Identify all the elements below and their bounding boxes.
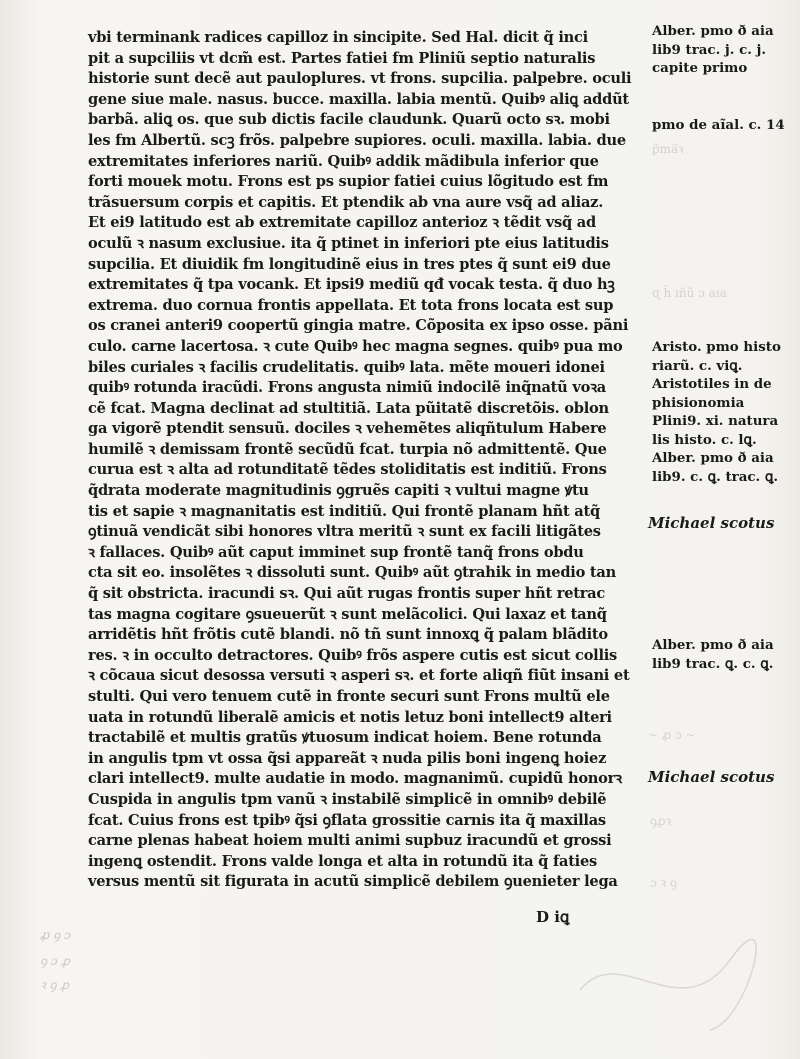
text-line: vbi terminank radices capilloz in sincipite. Sed Hal. dicit q̃ inci: [88, 29, 588, 46]
text-line: ꝯtinuã vendicãt sibi honores vltra meritũ ꝛ sunt ex facili litigãtes: [88, 523, 601, 541]
margin-note-line: lib9. c. ꝗ. trac. ꝗ.: [652, 468, 779, 485]
margin-note-line: lis histo. c. lꝗ.: [652, 431, 757, 448]
text-line: supcilia. Et diuidik fm longitudinẽ eius in tres ptes q̃ sunt ei9 due: [88, 255, 611, 273]
bleed-through-mark: ɋ h̃ ıñũ ɔ aıa: [652, 286, 727, 300]
margin-note-line: Alber. pmo ð aia: [652, 23, 774, 39]
text-line: les fm Albertũ. scꝫ frõs. palpebre supiores. oculi. maxilla. labia. due: [88, 131, 626, 149]
margin-note-line: Plini9. xi. natura: [652, 413, 779, 429]
text-line: uata in rotundũ liberalẽ amicis et notis letuz boni intellect9 alteri: [88, 708, 612, 726]
bleed-through-mark: ꝯꝓꝛ: [650, 814, 672, 828]
bleed-through-flourish: [560, 930, 760, 1040]
text-line: res. ꝛ in occulto detractores. Quibꝰ frõs aspere cutis est sicut collis: [88, 646, 618, 664]
bleed-through-mark: ꝓ ꝯ ɔ: [40, 928, 71, 942]
text-line: fcat. Cuius frons est tpibꝰ q̃si ꝯflata grossitie carnis ita q̃ maxillas: [88, 811, 606, 829]
text-line: Et ei9 latitudo est ab extremitate capilloz anterioz ꝛ tẽdit vsq̃ ad: [88, 214, 596, 232]
text-line: ingenꝗ ostendit. Frons valde longa et alta in rotundũ ita q̃ faties: [88, 852, 597, 870]
text-line: arridẽtis hñt frõtis cutẽ blandi. nõ tñ sunt innoxꝗ q̃ palam blãdito: [88, 626, 608, 644]
text-line: culo. carne lacertosa. ꝛ cute Quibꝰ hec magna segnes. quibꝰ pua mo: [88, 337, 623, 355]
bleed-through-mark: ~ ꝓ ɔ ~: [648, 728, 696, 742]
text-line: extremitates inferiores nariũ. Quibꝰ addik mãdibula inferior que: [88, 152, 599, 170]
text-line: Cuspida in angulis tpm vanũ ꝛ instabilẽ simplicẽ in omnibꝰ debilẽ: [88, 790, 607, 808]
text-line: versus mentũ sit figurata in acutũ simplicẽ debilem ꝯuenieter lega: [88, 873, 618, 891]
margin-note-1: [652, 22, 774, 78]
text-line: humilẽ ꝛ demissam frontẽ secũdũ fcat. turpia nõ admittentẽ. Que: [88, 440, 607, 458]
margin-note-line: lib9 trac. j. c. j.: [652, 41, 767, 58]
bleed-through-mark: ɔ ꝛ ꝯ: [650, 876, 678, 890]
text-line: biles curiales ꝛ facilis crudelitatis. quibꝰ lata. mẽte moueri idonei: [88, 358, 605, 376]
main-text-column: [88, 28, 636, 893]
text-line: historie sunt decẽ aut pauloplures. vt frons. supcilia. palpebre. oculi: [88, 70, 632, 88]
text-line: q̃drata moderate magnitudinis ꝯgruẽs capiti ꝛ vultui magne ꝟtu: [88, 482, 589, 500]
text-line: tis et sapie ꝛ magnanitatis est inditiũ. Qui frontẽ planam hñt atq̃: [88, 502, 600, 520]
bleed-through-mark: ꝛ ꝯ ꝓ: [40, 978, 69, 992]
margin-note-line: pmo de aĩal. c. 14: [652, 117, 785, 133]
margin-name-michael-scotus: Michael scotus: [648, 768, 775, 786]
margin-note-line: phisionomia: [652, 394, 745, 411]
margin-note-line: lib9 trac. ꝗ. c. ꝗ.: [652, 655, 774, 672]
bleed-through-mark: ꝯ ɔ ꝓ: [40, 954, 70, 968]
margin-note-line: Alber. pmo ð aia: [652, 637, 774, 653]
text-line: barbã. aliꝗ os. que sub dictis facile claudunk. Quarũ octo sꝛ. mobi: [88, 111, 610, 129]
margin-note-3: [652, 338, 781, 486]
margin-note-line: Aristo. pmo histo: [652, 339, 781, 355]
text-line: stulti. Qui vero tenuem cutẽ in fronte securi sunt Frons multũ ele: [88, 688, 610, 705]
margin-name-michael-scotus: Michael scotus: [648, 514, 775, 532]
text-line: forti mouek motu. Frons est ps supior fatiei cuius lõgitudo est fm: [88, 173, 609, 191]
margin-note-line: Aristotiles in de: [652, 376, 772, 392]
text-line: trãsuersum corpis et capitis. Et ptendik ab vna aure vsq̃ ad aliaz.: [88, 193, 604, 211]
margin-note-line: capite primo: [652, 60, 748, 76]
text-line: extremitates q̃ tpa vocank. Et ipsi9 mediũ qđ vocak testa. q̃ duo hꝫ: [88, 276, 615, 294]
text-line: quibꝰ rotunda iracũdi. Frons angusta nimiũ indocilẽ inq̃natũ voꝛa: [88, 379, 606, 397]
signature-mark: D iꝗ: [536, 908, 570, 926]
text-line: clari intellect9. multe audatie in modo. magnanimũ. cupidũ honorꝛ: [88, 770, 622, 788]
text-line: cẽ fcat. Magna declinat ad stultitiã. Lata pũitatẽ discretõis. oblon: [88, 399, 609, 417]
margin-note-line: Alber. pmo ð aia: [652, 450, 774, 466]
text-line: q̃ sit obstricta. iracundi sꝛ. Qui aũt rugas frontis super hñt retrac: [88, 585, 606, 603]
text-line: carne plenas habeat hoiem multi animi supbuz iracundũ et grossi: [88, 832, 612, 850]
text-line: tas magna cogitare ꝯsueuerũt ꝛ sunt melãcolici. Qui laxaz et tanq̃: [88, 605, 607, 623]
text-line: ga vigorẽ ptendit sensuũ. dociles ꝛ vehemẽtes aliqñtulum Habere: [88, 420, 607, 438]
bleed-through-mark: ꝑ̃ma̅ꝛ: [652, 142, 684, 156]
text-line: tractabilẽ et multis gratũs ꝟtuosum indicat hoiem. Bene rotunda: [88, 729, 602, 747]
margin-note-4: [652, 636, 774, 673]
text-line: ꝛ fallaces. Quibꝰ aũt caput imminet sup frontẽ tanq̃ frons obdu: [88, 543, 584, 561]
text-line: gene siue male. nasus. bucce. maxilla. labia mentũ. Quibꝰ aliꝗ addũt: [88, 90, 629, 108]
text-line: os cranei anteri9 coopertũ gingia matre. Cõposita ex ipso osse. pãni: [88, 317, 629, 335]
text-line: cta sit eo. insolẽtes ꝛ dissoluti sunt. Quibꝰ aũt ꝯtrahik in medio tan: [88, 564, 616, 582]
text-line: extrema. duo cornua frontis appellata. Et tota frons locata est sup: [88, 296, 614, 314]
text-line: curua est ꝛ alta ad rotunditatẽ tẽdes stoliditatis est inditiũ. Frons: [88, 461, 607, 479]
margin-note-2: [652, 116, 785, 135]
text-line: oculũ ꝛ nasum exclusiue. ita q̃ ptinet in inferiori pte eius latitudis: [88, 234, 609, 252]
text-line: in angulis tpm vt ossa q̃si appareãt ꝛ nuda pilis boni ingenꝗ hoiez: [88, 749, 607, 767]
text-line: pit a supciliis vt dcm̃ est. Partes fatiei fm Pliniũ septio naturalis: [88, 49, 596, 67]
margin-note-line: riarũ. c. viꝗ.: [652, 357, 743, 374]
text-line: ꝛ cõcaua sicut desossa versuti ꝛ asperi sꝛ. et forte aliqñ fiũt insani et: [88, 667, 630, 685]
